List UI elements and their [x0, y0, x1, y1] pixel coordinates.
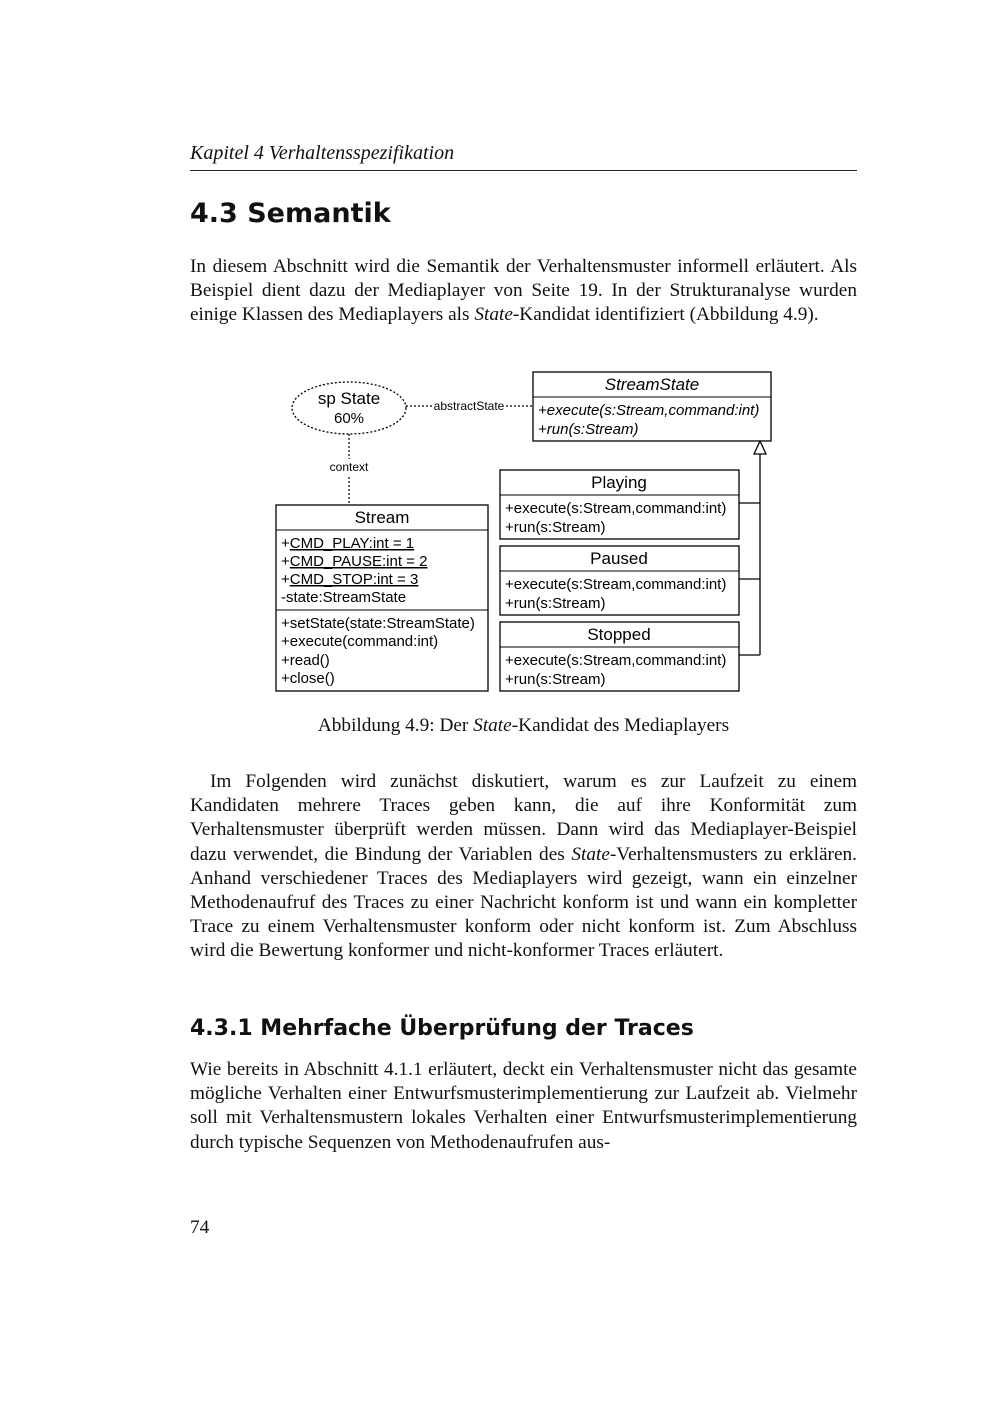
stream-attr-2-text: CMD_PAUSE:int = 2 — [289, 553, 428, 570]
section-title: 4.3 Semantik — [190, 198, 391, 229]
discussion-emphasis: State — [571, 843, 610, 865]
stream-attr-1-text: CMD_PLAY:int = 1 — [289, 535, 415, 552]
figure-caption — [190, 715, 857, 737]
streamstate-op-2: +run(s:Stream) — [538, 421, 639, 438]
streamstate-op-1: +execute(s:Stream,command:int) — [538, 402, 760, 419]
discussion-text-before: Im Folgenden wird zunächst diskutiert, warum es zur Laufzeit zu einem Kandidaten mehrere Traces geben kann, die auf ihre Konformität zum Verhaltensmuster überprüft werden müssen. Dann wird das Mediaplayer-Beispiel dazu verwendet, die Bindung der Variablen des — [190, 771, 857, 865]
playing-op-2: +run(s:Stream) — [505, 519, 606, 536]
running-header: Kapitel 4 Verhaltensspezifikation — [190, 142, 857, 171]
context-label: context — [329, 460, 369, 474]
stream-op-3: +read() — [281, 652, 330, 669]
paused-op-1: +execute(s:Stream,command:int) — [505, 576, 727, 593]
stream-attr-1 — [281, 535, 414, 552]
caption-emphasis: State — [473, 715, 512, 736]
pattern-percent: 60% — [333, 410, 365, 427]
caption-text-before: Abbildung 4.9: Der — [317, 715, 474, 736]
generalization-arrowhead — [754, 441, 766, 454]
playing-op-1: +execute(s:Stream,command:int) — [505, 500, 727, 517]
streamstate-name: StreamState — [604, 375, 700, 394]
stream-attr-3-visibility: + — [281, 571, 290, 588]
intro-text-before: In diesem Abschnitt wird die Semantik der Verhaltensmuster informell erläutert. Als Beispiel dient dazu der Mediaplayer von Seite 19. In der Strukturanalyse wurden einige Klassen des Mediaplayers als — [190, 256, 857, 326]
stream-attr-1-visibility: + — [281, 535, 290, 552]
stopped-op-2: +run(s:Stream) — [505, 671, 606, 688]
paused-name: Paused — [590, 549, 648, 568]
pattern-name: sp State — [317, 389, 381, 408]
stream-attr-2 — [281, 553, 427, 570]
intro-text-after: -Kandidat identifiziert (Abbildung 4.9). — [512, 304, 819, 326]
subsection-title: 4.3.1 Mehrfache Überprüfung der Traces — [190, 1016, 694, 1041]
stream-op-2: +execute(command:int) — [281, 633, 439, 650]
abstract-state-label: abstractState — [433, 399, 505, 413]
paused-op-2: +run(s:Stream) — [505, 595, 606, 612]
playing-name: Playing — [591, 473, 647, 492]
stream-attr-3 — [281, 571, 418, 588]
stream-attr-4: -state:StreamState — [281, 589, 407, 606]
stream-op-1: +setState(state:StreamState) — [281, 615, 475, 632]
stream-name: Stream — [354, 508, 410, 527]
intro-emphasis: State — [474, 304, 513, 326]
stream-op-4: +close() — [281, 670, 335, 687]
caption-text-after: -Kandidat des Mediaplayers — [511, 715, 730, 736]
stopped-op-1: +execute(s:Stream,command:int) — [505, 652, 727, 669]
page-number: 74 — [190, 1217, 210, 1238]
subsection-paragraph: Wie bereits in Abschnitt 4.1.1 erläutert, deckt ein Verhaltensmuster nicht das gesamte mögliche Verhalten einer Entwurfsmusterimplementierung zur Laufzeit ab. Vielmehr soll mit Verhaltensmustern lokales Verhalten einer Entwurfsmusterimplementierung durch typische Sequenzen von Methodenaufrufen aus- — [190, 1059, 857, 1153]
discussion-paragraph — [190, 770, 857, 964]
stream-attr-2-visibility: + — [281, 553, 290, 570]
stopped-name: Stopped — [587, 625, 651, 644]
discussion-text-after: -Verhaltensmusters zu erklären. Anhand verschiedener Traces des Mediaplayers wird gezeigt, wann ein einzelner Methodenaufruf des Traces zu einer Nachricht konform ist und wann ein kompletter Trace zu einem Verhaltensmuster konform oder nicht konform ist. Zum Abschluss wird die Bewertung konformer und nicht-konformer Traces erläutert. — [190, 843, 857, 962]
stream-attr-3-text: CMD_STOP:int = 3 — [289, 571, 419, 588]
